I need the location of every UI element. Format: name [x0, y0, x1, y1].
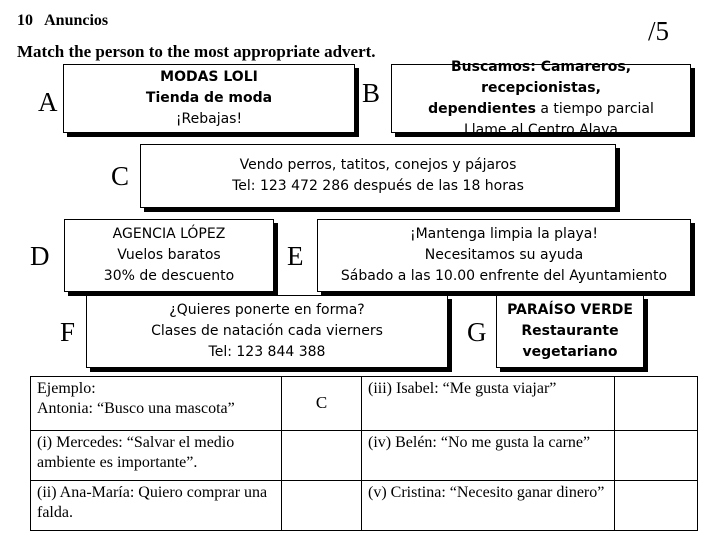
ad-g-box — [496, 295, 644, 368]
ad-b-line — [428, 99, 654, 120]
ad-g-line: PARAÍSO VERDE — [507, 302, 633, 318]
ad-letter-d: D — [30, 241, 50, 271]
section-number: 10 — [17, 12, 33, 29]
section-header — [17, 12, 108, 30]
ad-letter-b: B — [362, 78, 381, 108]
answer-value: C — [315, 393, 328, 412]
answer-cell[interactable] — [282, 377, 362, 431]
person-cell: (iii) Isabel: “Me gusta viajar” — [362, 377, 615, 431]
ad-e-line: Necesitamos su ayuda — [424, 247, 584, 263]
ad-c-line: Tel: 123 472 286 después de las 18 horas — [232, 178, 524, 194]
table-row — [31, 481, 698, 531]
ad-e-line: ¡Mantenga limpia la playa! — [409, 226, 598, 242]
ad-letter-a: A — [38, 87, 58, 117]
score-label: /5 — [648, 16, 670, 46]
ad-e-line: Sábado a las 10.00 enfrente del Ayuntamiento — [340, 268, 668, 284]
ad-letter-g: G — [467, 317, 487, 347]
table-row — [31, 431, 698, 481]
ad-g-line: Restaurante — [521, 323, 619, 339]
person-cell: (v) Cristina: “Necesito ganar dinero” — [362, 481, 615, 531]
ad-letter-c: C — [111, 161, 130, 191]
ad-c-box — [140, 144, 616, 208]
ad-g-line: vegetariano — [522, 344, 618, 360]
answer-cell[interactable] — [282, 481, 362, 531]
ad-d-line: 30% de descuento — [103, 268, 235, 284]
instruction-text: Match the person to the most appropriate advert. — [17, 42, 376, 61]
answer-cell[interactable] — [615, 377, 698, 431]
person-cell: (i) Mercedes: “Salvar el medio ambiente es importante”. — [31, 431, 282, 481]
ad-f-box — [86, 295, 448, 368]
ad-b-line: Llame al Centro Alaya — [463, 121, 618, 138]
ad-c-line: Vendo perros, tatitos, conejos y pájaros — [239, 157, 517, 173]
ad-b-rest: a tiempo parcial — [535, 100, 654, 117]
ad-d-box — [64, 219, 274, 292]
ad-f-line: Clases de natación cada vierners — [151, 323, 383, 339]
example-person: Antonia: “Busco una mascota” — [37, 400, 235, 417]
answer-table — [30, 376, 698, 531]
ad-b-box — [391, 58, 691, 138]
ad-b-bold-word: dependientes — [428, 100, 536, 117]
ad-d-line: Vuelos baratos — [117, 247, 221, 263]
section-title: Anuncios — [44, 12, 109, 29]
ad-letter-e: E — [287, 241, 304, 271]
ad-f-line: Tel: 123 844 388 — [208, 344, 326, 360]
person-cell — [31, 377, 282, 431]
answer-cell[interactable] — [615, 481, 698, 531]
ad-e-box — [317, 219, 691, 292]
ad-a-box — [63, 64, 355, 133]
answer-cell[interactable] — [615, 431, 698, 481]
ad-b-line: Buscamos: Camareros, recepcionistas, — [450, 58, 632, 96]
example-label: Ejemplo: — [37, 380, 96, 397]
ad-a-line: MODAS LOLI — [160, 69, 258, 85]
person-cell: (ii) Ana-María: Quiero comprar una falda. — [31, 481, 282, 531]
ad-f-line: ¿Quieres ponerte en forma? — [169, 302, 365, 318]
ad-a-line: Tienda de moda — [145, 90, 273, 106]
answer-cell[interactable] — [282, 431, 362, 481]
person-cell: (iv) Belén: “No me gusta la carne” — [362, 431, 615, 481]
table-row — [31, 377, 698, 431]
ad-a-line: ¡Rebajas! — [175, 111, 243, 127]
ad-letter-f: F — [60, 317, 76, 347]
ad-d-line: AGENCIA LÓPEZ — [112, 226, 226, 242]
